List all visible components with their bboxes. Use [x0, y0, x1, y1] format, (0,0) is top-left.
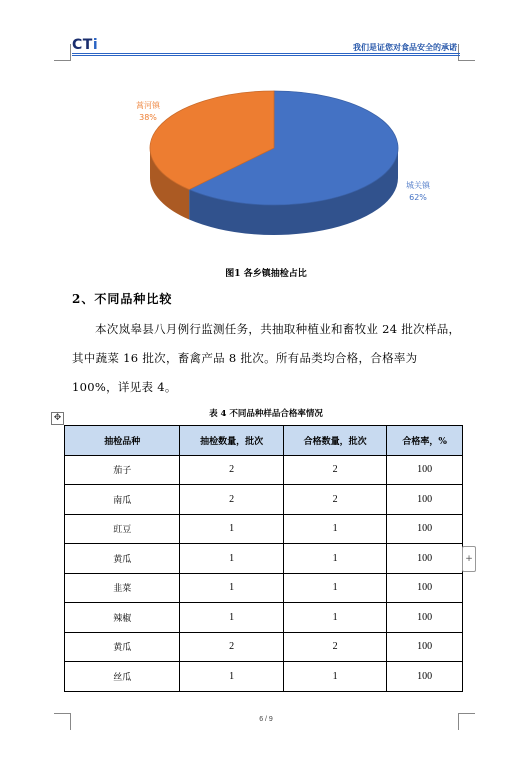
cell-variety: 茄子 — [65, 455, 180, 485]
cell-rate: 100 — [387, 544, 463, 574]
cell-sampled: 1 — [180, 662, 283, 692]
cell-rate: 100 — [387, 632, 463, 662]
cell-passed: 1 — [283, 514, 386, 544]
table-row — [65, 603, 463, 633]
cell-variety: 南瓜 — [65, 485, 180, 515]
cell-passed: 1 — [283, 662, 386, 692]
cell-variety: 黄瓜 — [65, 544, 180, 574]
header-slogan: 我们是证您对食品安全的承诺 — [353, 43, 457, 52]
table-row — [65, 573, 463, 603]
variety-pass-rate-table — [64, 425, 463, 692]
cell-variety: 丝瓜 — [65, 662, 180, 692]
table-row — [65, 544, 463, 574]
page-number: 6 / 9 — [259, 716, 273, 723]
table-header-row — [65, 426, 463, 456]
pie-chart — [0, 0, 532, 260]
company-logo: CTi — [72, 37, 99, 53]
table-caption: 表 4 不同品种样品合格率情况 — [209, 409, 323, 419]
cell-rate: 100 — [387, 603, 463, 633]
cell-sampled: 2 — [180, 455, 283, 485]
cell-passed: 2 — [283, 455, 386, 485]
add-row-button[interactable]: + — [462, 546, 476, 572]
cell-rate: 100 — [387, 455, 463, 485]
column-header: 抽检品种 — [65, 426, 180, 456]
body-paragraph: 本次岚皋县八月例行监测任务，共抽取种植业和畜牧业 24 批次样品，其中蔬菜 16 批次，畜禽产品 8 批次。所有品类均合格，合格率为 100%，详见表 4。 — [72, 322, 461, 394]
column-header: 合格率，% — [387, 426, 463, 456]
column-header: 抽检数量，批次 — [180, 426, 283, 456]
cell-sampled: 1 — [180, 573, 283, 603]
section-heading: 2、不同品种比较 — [72, 292, 173, 306]
cell-sampled: 1 — [180, 544, 283, 574]
cell-passed: 2 — [283, 485, 386, 515]
cell-rate: 100 — [387, 573, 463, 603]
table-row — [65, 662, 463, 692]
cell-passed: 1 — [283, 573, 386, 603]
cell-passed: 2 — [283, 632, 386, 662]
cell-variety: 辣椒 — [65, 603, 180, 633]
pie-label-chengguan: 城关镇 62% — [406, 181, 430, 202]
cell-rate: 100 — [387, 485, 463, 515]
table-row — [65, 485, 463, 515]
cell-sampled: 1 — [180, 514, 283, 544]
cell-sampled: 2 — [180, 632, 283, 662]
figure-caption: 图1 各乡镇抽检占比 — [225, 269, 307, 279]
pie-label-haohe: 蒿河镇 38% — [136, 101, 160, 122]
cell-rate: 100 — [387, 662, 463, 692]
table-row — [65, 455, 463, 485]
cell-passed: 1 — [283, 603, 386, 633]
table-row — [65, 514, 463, 544]
column-header: 合格数量，批次 — [283, 426, 386, 456]
table-move-handle-icon[interactable]: ✥ — [51, 412, 64, 425]
cell-variety: 黄瓜 — [65, 632, 180, 662]
cell-sampled: 1 — [180, 603, 283, 633]
cell-variety: 豇豆 — [65, 514, 180, 544]
cell-sampled: 2 — [180, 485, 283, 515]
cell-rate: 100 — [387, 514, 463, 544]
cell-variety: 韭菜 — [65, 573, 180, 603]
cell-passed: 1 — [283, 544, 386, 574]
table-row — [65, 632, 463, 662]
